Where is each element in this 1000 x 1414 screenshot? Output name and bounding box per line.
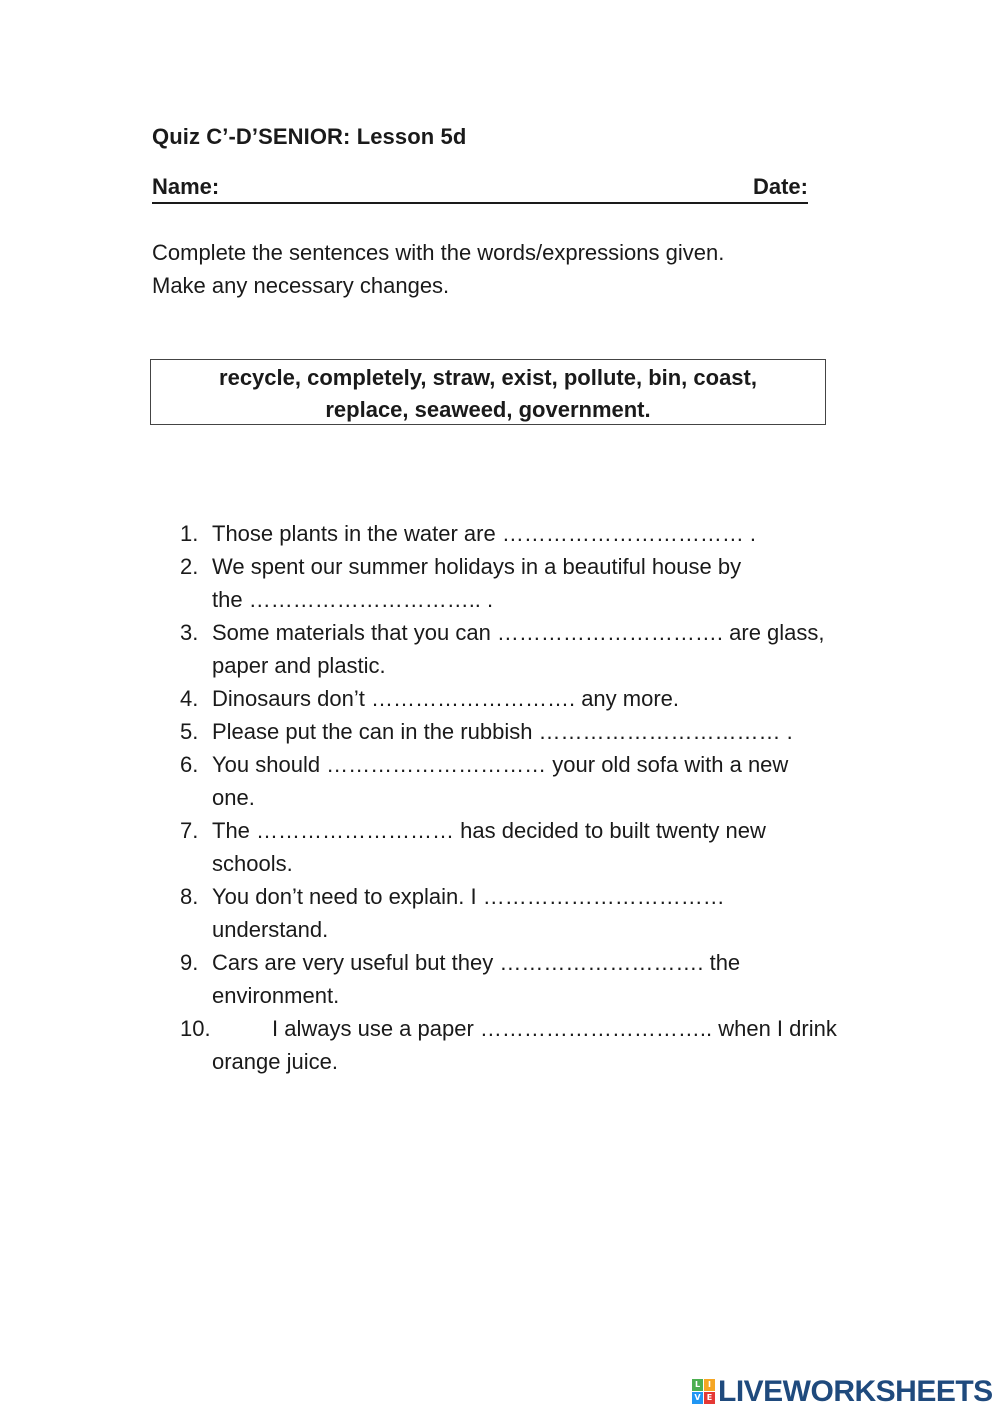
logo-icon-letter: V <box>692 1392 703 1404</box>
question-number: 1. <box>180 521 199 546</box>
question-text: one. <box>212 785 255 810</box>
question-item <box>0 550 872 616</box>
question-item <box>0 748 852 814</box>
question-item <box>0 517 852 550</box>
question-text: You don’t need to explain. I …………………………… <box>212 884 725 909</box>
quiz-title: Quiz C’-D’SENIOR: Lesson 5d <box>152 124 467 149</box>
question-text: environment. <box>212 983 340 1008</box>
question-text: Those plants in the water are …………………………… . <box>212 521 757 546</box>
question-item <box>0 616 872 682</box>
question-text: understand. <box>212 917 329 942</box>
question-number: 7. <box>180 818 199 843</box>
question-item <box>0 814 852 880</box>
name-date-row <box>152 174 808 204</box>
liveworksheets-logo-icon <box>692 1379 716 1405</box>
question-number: 2. <box>180 554 199 579</box>
word-bank-box <box>150 359 826 425</box>
date-label: Date: <box>752 174 808 199</box>
question-list <box>0 517 1000 1078</box>
question-number: 9. <box>180 950 199 975</box>
question-text: Dinosaurs don’t ………………………. any more. <box>212 686 680 711</box>
logo-icon-letter: E <box>704 1392 715 1404</box>
question-text: The ……………………… has decided to built twenty new <box>212 818 766 843</box>
question-number: 3. <box>180 620 199 645</box>
question-number: 10. <box>180 1016 211 1041</box>
liveworksheets-logo <box>692 1372 993 1412</box>
question-text: We spent our summer holidays in a beautiful house by <box>212 554 742 579</box>
liveworksheets-logo-text: LIVEWORKSHEETS <box>718 1375 993 1408</box>
question-item <box>0 880 852 946</box>
question-text: I always use a paper ………………………….. when I drink <box>272 1016 837 1041</box>
question-text: schools. <box>212 851 293 876</box>
question-item <box>0 682 852 715</box>
question-text: paper and plastic. <box>212 653 386 678</box>
logo-icon-letter: L <box>692 1379 703 1391</box>
question-text: the ………………………….. . <box>212 587 494 612</box>
question-text: orange juice. <box>212 1049 338 1074</box>
instructions-line-1: Complete the sentences with the words/expressions given. <box>152 240 725 265</box>
question-number: 4. <box>180 686 199 711</box>
question-number: 5. <box>180 719 199 744</box>
logo-icon-letter: I <box>704 1379 715 1391</box>
question-number: 6. <box>180 752 199 777</box>
question-text: Some materials that you can …………………………. are glass, <box>212 620 825 645</box>
question-text: Cars are very useful but they ………………………. the <box>212 950 741 975</box>
question-item <box>0 1012 872 1078</box>
question-text: You should ………………………… your old sofa with a new <box>212 752 789 777</box>
question-text: Please put the can in the rubbish …………………………… . <box>212 719 793 744</box>
question-item <box>0 715 852 748</box>
question-number: 8. <box>180 884 199 909</box>
word-bank-line-2: replace, seaweed, government. <box>325 397 651 422</box>
instructions <box>152 236 872 302</box>
word-bank-line-1: recycle, completely, straw, exist, pollute, bin, coast, <box>219 365 757 390</box>
instructions-line-2: Make any necessary changes. <box>152 273 450 298</box>
name-label: Name: <box>152 174 220 199</box>
question-item <box>0 946 852 1012</box>
